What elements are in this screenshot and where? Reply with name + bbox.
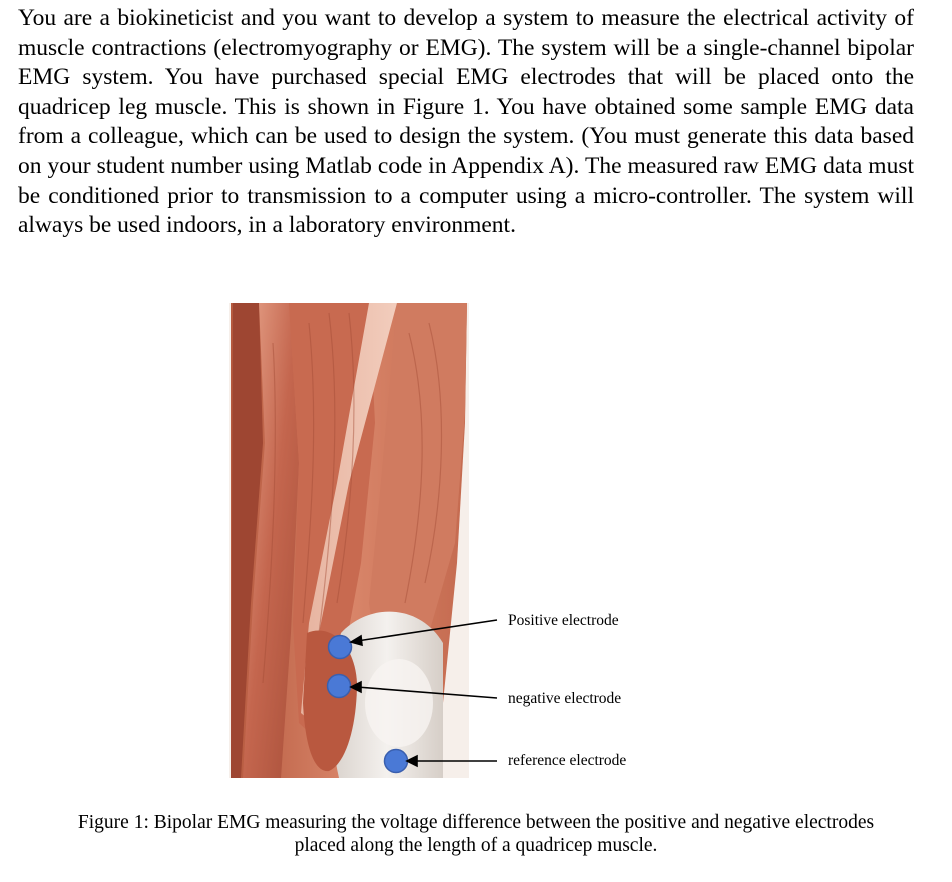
patella — [365, 659, 433, 747]
reference-electrode-icon — [385, 750, 408, 773]
caption-line-2: placed along the length of a quadricep muscle. — [294, 835, 658, 856]
negative-electrode-icon — [328, 675, 351, 698]
positive-electrode-label: Positive electrode — [508, 612, 619, 629]
caption-line-1: Figure 1: Bipolar EMG measuring the voltage difference between the positive and negative electrodes — [77, 812, 875, 833]
figure-caption — [0, 811, 952, 857]
negative-electrode-label: negative electrode — [508, 690, 622, 707]
positive-electrode-icon — [329, 636, 352, 659]
figure-1 — [229, 303, 649, 778]
reference-electrode-label: reference electrode — [508, 752, 627, 769]
body-paragraph: You are a biokineticist and you want to develop a system to measure the electrical activity of muscle contractions (electromyography or EMG). The system will be a single-channel bipolar EMG system. You have purchased special EMG electrodes that will be placed onto the quadricep leg muscle. This is shown in Figure 1. You have obtained some sample EMG data from a colleague, which can be used to design the system. (You must generate this data based on your student number using Matlab code in Appendix A). The measured raw EMG data must be conditioned prior to transmission to a computer using a micro-controller. The system will always be used indoors, in a laboratory environment. — [18, 5, 914, 239]
